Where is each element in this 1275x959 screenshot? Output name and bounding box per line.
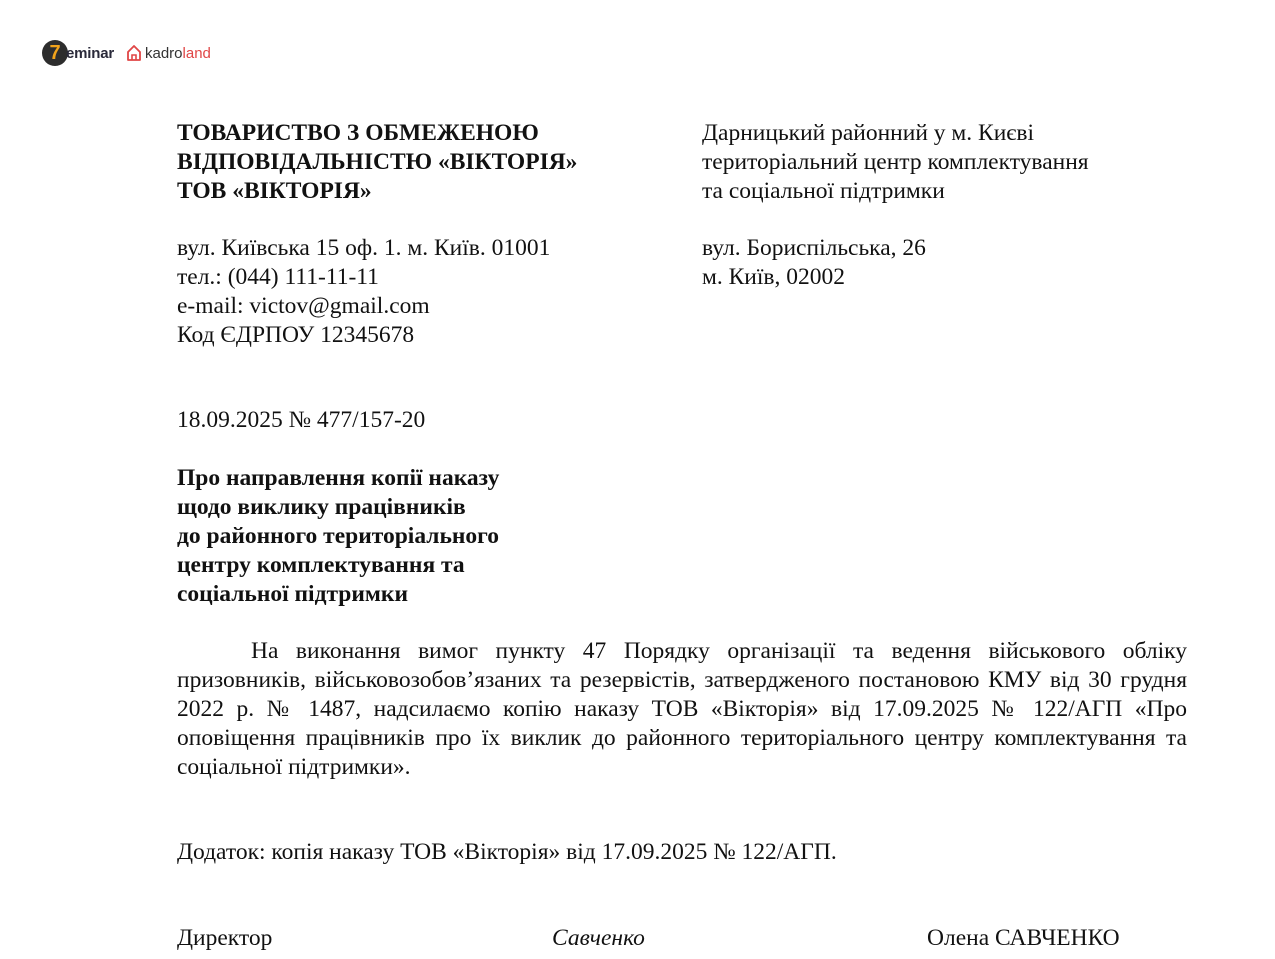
- registration-number: 18.09.2025 № 477/157-20: [177, 407, 426, 433]
- recipient-line: територіальний центр комплектування: [702, 149, 1089, 175]
- attachment-note: Додаток: копія наказу ТОВ «Вікторія» від 17.09.2025 № 122/АГП.: [177, 839, 837, 865]
- signatory-position: Директор: [177, 925, 273, 951]
- recipient-line: Дарницький районний у м. Києві: [702, 120, 1034, 146]
- subject-line: центру комплектування та: [177, 552, 465, 578]
- subject-line: Про направлення копії наказу: [177, 465, 500, 491]
- subject-line: щодо виклику працівників: [177, 494, 466, 520]
- signatory-name: Олена САВЧЕНКО: [927, 925, 1120, 951]
- kadroland-prefix: kadro: [145, 44, 183, 62]
- sender-line: ТОВАРИСТВО З ОБМЕЖЕНОЮ: [177, 120, 539, 146]
- sender-address: вул. Київська 15 оф. 1. м. Київ. 01001: [177, 235, 551, 261]
- subject-line: до районного територіального: [177, 523, 500, 549]
- letter-subject: [177, 464, 499, 609]
- seminar-logo-word: eminar: [66, 44, 114, 62]
- sender-organization: [177, 119, 577, 206]
- kadroland-accent: land: [182, 44, 211, 62]
- seminar-logo-mark: 7: [42, 40, 68, 66]
- sender-contacts: [177, 234, 550, 350]
- recipient-street: вул. Бориспільська, 26: [702, 235, 926, 261]
- recipient-address: [702, 234, 926, 292]
- sender-phone: тел.: (044) 111-11-11: [177, 264, 379, 290]
- handwritten-signature: Савченко: [552, 925, 645, 951]
- letter-body: На виконання вимог пункту 47 Порядку організації та ведення військового обліку призовників, військовозобов’язаних та резервістів, затвердженого постановою КМУ від 30 грудня 2022 р. № 1487, надсилаємо копію наказу ТОВ «Вікторія» від 17.09.2025 № 122/АГП «Про оповіщення працівників про їх виклик до районного територіального центру комплектування та соціальної підтримки».: [177, 638, 1187, 780]
- sender-edrpou: Код ЄДРПОУ 12345678: [177, 322, 415, 348]
- sender-line: ВІДПОВІДАЛЬНІСТЮ «ВІКТОРІЯ»: [177, 149, 578, 175]
- seminar-logo: [42, 40, 114, 66]
- sender-line: ТОВ «ВІКТОРІЯ»: [177, 178, 372, 204]
- sender-email: e-mail: victov@gmail.com: [177, 293, 430, 319]
- subject-line: соціальної підтримки: [177, 581, 408, 607]
- recipient-city: м. Київ, 02002: [702, 264, 845, 290]
- recipient-line: та соціальної підтримки: [702, 178, 945, 204]
- kadroland-logo-word: [145, 45, 211, 62]
- header-logos: [42, 40, 211, 66]
- recipient-organization: [702, 119, 1089, 206]
- house-icon: [126, 44, 142, 62]
- kadroland-logo: [126, 44, 211, 62]
